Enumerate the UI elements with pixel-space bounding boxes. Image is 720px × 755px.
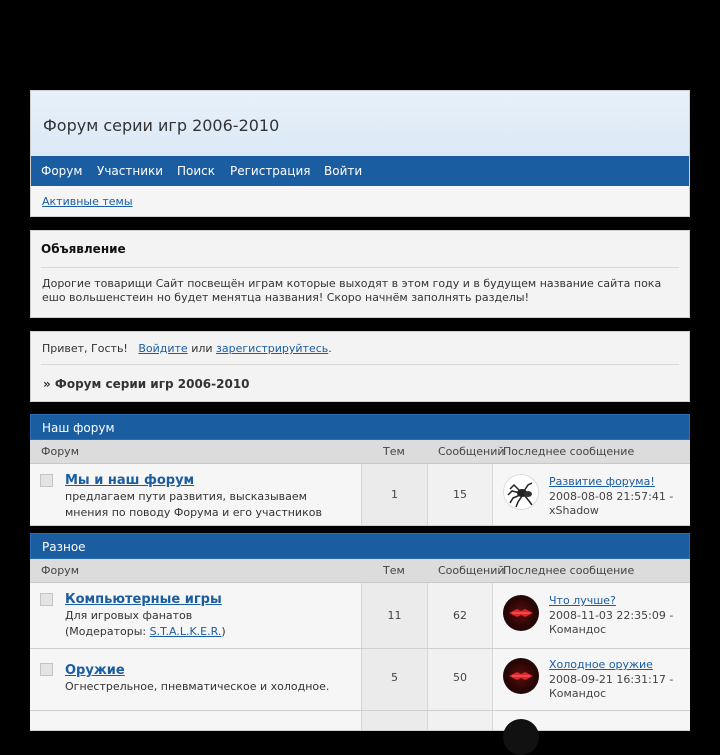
category-misc [30,533,690,731]
login-link[interactable]: Войдите [138,342,188,355]
posts-count: 50 [453,671,467,684]
category-our-forum [30,414,690,526]
site-title: Форум серии игр 2006-2010 [43,116,280,135]
greeting-text: Привет, Гость! [42,342,128,355]
avatar [503,719,539,755]
posts-cell [428,649,493,710]
col-posts: Сообщений [438,445,505,458]
or-text: или [191,342,213,355]
forum-cell [30,649,362,710]
red-emblem-icon [503,658,539,694]
topics-cell [362,711,428,730]
nav-members[interactable]: Участники [97,164,164,178]
last-post-date: 2008-11-03 22:35:09 - [549,609,674,622]
breadcrumb: » Форум серии игр 2006-2010 [43,377,250,391]
forum-cell [30,583,362,648]
nav-register[interactable]: Регистрация [230,164,311,178]
forum-status-icon [40,474,53,487]
announcement-heading: Объявление [41,242,126,256]
topics-cell [362,649,428,710]
nav-search[interactable]: Поиск [177,164,216,178]
last-post-meta [549,673,689,701]
moderator-link[interactable]: S.T.A.L.K.E.R. [149,625,222,638]
divider [41,267,679,268]
forum-row [30,711,690,731]
forum-link[interactable]: Оружие [65,663,125,678]
announcement-text: Дорогие товарищи Сайт посвещён играм которые выходят в этом году и в будущем название сайта пока ешо вольшенстеин но будет менятца названия! Скоро начнём заполнять разделы! [42,277,662,304]
moderators-suffix: ) [221,625,226,638]
topics-count: 1 [391,488,398,501]
register-link[interactable]: зарегистрируйтесь [216,342,329,355]
col-topics: Тем [383,564,405,577]
forum-row [30,464,690,526]
topics-count: 11 [387,609,402,622]
col-topics: Тем [383,445,405,458]
moderators-prefix: (Модераторы: [65,625,150,638]
posts-count: 62 [453,609,467,622]
red-emblem-icon [503,595,539,631]
forum-moderators [65,624,350,640]
col-last: Последнее сообщение [503,564,635,577]
col-forum: Форум [41,445,79,458]
spider-icon [503,474,539,510]
forum-cell [30,464,362,525]
col-forum: Форум [41,564,79,577]
topics-cell [362,464,428,525]
forum-status-icon [40,663,53,676]
divider [41,364,679,365]
last-post-date: 2008-09-21 16:31:17 - [549,673,674,686]
forum-description: предлагаем пути развития, высказываем мнения по поводу Форума и его участников [65,490,322,519]
nav-forum[interactable]: Форум [41,164,83,178]
last-post-cell [493,583,690,648]
category-title[interactable]: Наш форум [30,414,690,440]
posts-cell [428,464,493,525]
last-post-cell [493,464,690,525]
last-post-link[interactable]: Развитие форума! [549,475,655,488]
column-header-row [30,440,690,464]
topics-cell [362,583,428,648]
last-post-link[interactable]: Что лучше? [549,594,616,607]
forum-link[interactable]: Компьютерные игры [65,592,222,607]
category-title[interactable]: Разное [30,533,690,559]
col-last: Последнее сообщение [503,445,635,458]
col-posts: Сообщений [438,564,505,577]
last-post-cell [493,711,690,730]
active-topics-link[interactable]: Активные темы [42,195,133,208]
last-post-meta [549,609,689,637]
last-post-date: 2008-08-08 21:57:41 - [549,490,674,503]
main-navbar [31,156,689,186]
posts-cell [428,583,493,648]
forum-status-icon [40,593,53,606]
title-area [31,91,689,157]
forum-cell [30,711,362,730]
greeting-line [42,342,332,355]
last-post-author: Командос [549,623,607,636]
topics-count: 5 [391,671,398,684]
greeting-panel [30,331,690,402]
announcement-panel [30,230,690,318]
forum-header [30,90,690,217]
last-post-meta [549,490,689,518]
forum-description: Огнестрельное, пневматическое и холодное. [65,680,330,693]
posts-count: 15 [453,488,467,501]
forum-description-text: Для игровых фанатов [65,609,193,622]
last-post-author: Командос [549,687,607,700]
nav-login[interactable]: Войти [324,164,363,178]
forum-row [30,649,690,711]
column-header-row [30,559,690,583]
posts-cell [428,711,493,730]
forum-row [30,583,690,649]
last-post-author: xShadow [549,504,599,517]
last-post-link[interactable]: Холодное оружие [549,658,653,671]
forum-description [65,608,350,640]
greeting-suffix: . [328,342,332,355]
last-post-cell [493,649,690,710]
forum-link[interactable]: Мы и наш форум [65,473,195,488]
